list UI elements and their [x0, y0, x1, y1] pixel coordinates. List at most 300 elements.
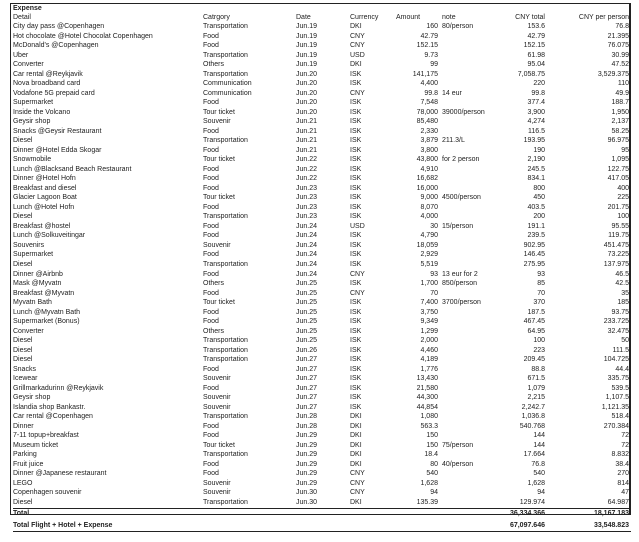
row-detail: Converter: [13, 61, 44, 69]
row-category: Communication: [203, 89, 252, 97]
row-date: Jun.20: [296, 108, 318, 116]
table-row: [13, 241, 629, 250]
row-amount: 3,750: [420, 308, 438, 316]
row-date: Jun.22: [296, 175, 318, 183]
row-date: Jun.28: [296, 422, 318, 430]
row-note: 850/person: [442, 280, 478, 288]
row-cny-per-person: 32.475: [607, 327, 629, 335]
row-amount: 18.4: [424, 451, 438, 459]
row-date: Jun.25: [296, 280, 318, 288]
row-currency: DKI: [350, 441, 362, 449]
row-detail: Snowmobile: [13, 156, 52, 164]
row-currency: ISK: [350, 175, 362, 183]
row-cny-total: 902.95: [523, 241, 545, 249]
row-date: Jun.19: [296, 32, 318, 40]
row-amount: 4,000: [420, 213, 438, 221]
row-date: Jun.27: [296, 365, 318, 373]
row-date: Jun.25: [296, 327, 318, 335]
row-category: Transportation: [203, 356, 248, 364]
row-category: Transportation: [203, 346, 248, 354]
row-date: Jun.27: [296, 384, 318, 392]
header-note: note: [442, 13, 456, 21]
row-detail: Nova broadband card: [13, 80, 81, 88]
row-currency: DKI: [350, 460, 362, 468]
row-detail: Breakfast and diesel: [13, 184, 77, 192]
row-date: Jun.23: [296, 213, 318, 221]
row-cny-per-person: 100: [617, 213, 629, 221]
header-cny-per-person: CNY per person: [578, 13, 629, 21]
row-date: Jun.20: [296, 70, 318, 78]
row-category: Food: [203, 99, 219, 107]
row-cny-per-person: 1,121.35: [601, 403, 629, 411]
table-row: [13, 336, 629, 345]
row-detail: Myvatn Bath: [13, 299, 52, 307]
row-currency: ISK: [350, 365, 362, 373]
row-detail: LEGO: [13, 479, 33, 487]
table-row: [13, 479, 629, 488]
row-amount: 8,070: [420, 203, 438, 211]
row-currency: ISK: [350, 251, 362, 259]
table-row: [13, 498, 629, 507]
row-category: Souvenir: [203, 241, 231, 249]
row-cny-total: 540: [533, 470, 545, 478]
row-date: Jun.23: [296, 184, 318, 192]
row-cny-total: 70: [537, 289, 545, 297]
grand-total-row: [13, 521, 631, 532]
row-date: Jun.29: [296, 432, 318, 440]
row-category: Food: [203, 222, 219, 230]
table-row: [13, 155, 629, 164]
row-amount: 1,299: [420, 327, 438, 335]
row-cny-total: 193.95: [523, 137, 545, 145]
row-cny-per-person: 122.75: [607, 165, 629, 173]
row-currency: ISK: [350, 261, 362, 268]
row-cny-per-person: 38.4: [615, 460, 629, 468]
row-currency: ISK: [350, 318, 362, 326]
table-row: [13, 231, 629, 240]
row-category: Food: [203, 42, 219, 50]
row-cny-total: 3,900: [527, 108, 545, 116]
row-date: Jun.24: [296, 251, 318, 259]
header-currency: Currency: [350, 13, 379, 21]
row-cny-per-person: 72: [621, 432, 629, 440]
table-row: [13, 203, 629, 212]
row-cny-total: 191.1: [527, 222, 545, 230]
row-date: Jun.25: [296, 318, 318, 326]
row-cny-per-person: 8.832: [611, 451, 629, 459]
table-row: [13, 298, 629, 307]
row-cny-total: 239.5: [527, 232, 545, 240]
row-cny-total: 450: [533, 194, 545, 202]
row-cny-per-person: 42.5: [615, 280, 629, 288]
row-category: Souvenir: [203, 394, 231, 402]
row-cny-total: 144: [533, 432, 545, 440]
row-cny-per-person: 400: [617, 184, 629, 192]
row-amount: 2,330: [420, 127, 438, 135]
row-category: Transportation: [203, 451, 248, 459]
row-cny-per-person: 50: [621, 337, 629, 345]
row-detail: Breakfast @hostel: [13, 222, 71, 230]
row-cny-total: 187.5: [527, 308, 545, 316]
row-cny-total: 129.974: [519, 499, 545, 506]
row-detail: Breakfast @Myvatn: [13, 289, 75, 297]
row-category: Food: [203, 308, 219, 316]
row-cny-per-person: 1,950: [611, 108, 629, 116]
table-row: [13, 108, 629, 117]
row-detail: Uber: [13, 51, 29, 59]
row-category: Food: [203, 384, 219, 392]
row-cny-per-person: 46.5: [615, 270, 629, 278]
row-amount: 3,879: [420, 137, 438, 145]
row-amount: 7,548: [420, 99, 438, 107]
row-note: 15/person: [442, 222, 474, 230]
table-row: [13, 136, 629, 145]
row-cny-per-person: 104.725: [603, 356, 629, 364]
row-currency: DKI: [350, 422, 362, 430]
row-cny-per-person: 201.75: [607, 203, 629, 211]
row-date: Jun.21: [296, 127, 318, 135]
row-currency: DKI: [350, 499, 362, 506]
row-note: for 2 person: [442, 156, 480, 164]
row-cny-per-person: 35: [621, 289, 629, 297]
row-currency: ISK: [350, 308, 362, 316]
row-detail: Parking: [13, 451, 37, 459]
table-row: [13, 422, 629, 431]
table-row: [13, 374, 629, 383]
row-date: Jun.29: [296, 441, 318, 449]
row-note: 75/person: [442, 441, 474, 449]
row-amount: 540: [426, 470, 438, 478]
row-category: Food: [203, 270, 219, 278]
table-row: [13, 146, 629, 155]
row-cny-per-person: 119.75: [608, 232, 629, 240]
row-detail: Supermarket: [13, 251, 54, 259]
row-cny-per-person: 73.225: [607, 251, 629, 259]
row-amount: 1,776: [420, 365, 438, 373]
row-cny-per-person: 335.75: [607, 375, 629, 383]
row-amount: 4,910: [420, 165, 438, 173]
row-amount: 93: [430, 270, 438, 278]
row-category: Souvenir: [203, 118, 231, 126]
row-currency: ISK: [350, 137, 362, 145]
table-row: [13, 98, 629, 107]
row-currency: ISK: [350, 241, 362, 249]
table-row: [13, 384, 629, 393]
row-category: Food: [203, 422, 219, 430]
row-currency: USD: [350, 51, 365, 59]
row-detail: 7-11 topup+breakfast: [13, 432, 79, 440]
row-date: Jun.27: [296, 394, 318, 402]
row-date: Jun.27: [296, 403, 318, 411]
row-date: Jun.24: [296, 270, 318, 278]
table-row: [13, 412, 629, 421]
row-category: Food: [203, 184, 219, 192]
table-row: [13, 32, 629, 41]
row-amount: 160: [426, 23, 438, 30]
row-amount: 150: [426, 441, 438, 449]
row-detail: Lunch @Solkuveitingar: [13, 232, 86, 240]
table-row: [13, 127, 629, 136]
row-amount: 13,430: [416, 375, 438, 383]
table-row: [13, 184, 629, 193]
row-cny-total: 403.5: [527, 203, 545, 211]
row-cny-per-person: 270.384: [603, 422, 629, 430]
row-amount: 85,480: [416, 118, 438, 126]
row-cny-total: 1,628: [527, 479, 545, 487]
row-category: Tour ticket: [203, 108, 235, 116]
row-currency: CNY: [350, 479, 365, 487]
row-cny-total: 116.5: [528, 127, 545, 135]
row-category: Tour ticket: [203, 194, 235, 202]
row-currency: CNY: [350, 489, 365, 497]
row-cny-per-person: 95.55: [611, 222, 629, 230]
table-row: [13, 346, 629, 355]
table-row: [13, 60, 629, 69]
row-currency: ISK: [350, 156, 362, 164]
row-cny-total: 2,190: [527, 156, 545, 164]
row-cny-total: 800: [533, 184, 545, 192]
row-detail: Lunch @Myvatn Bath: [13, 308, 81, 316]
row-detail: Geysir shop: [13, 118, 51, 126]
row-currency: ISK: [350, 127, 362, 135]
row-date: Jun.19: [296, 42, 318, 50]
row-date: Jun.22: [296, 165, 318, 173]
row-category: Souvenir: [203, 489, 231, 497]
row-currency: ISK: [350, 375, 362, 383]
row-cny-total: 93: [537, 270, 545, 278]
row-currency: ISK: [350, 184, 362, 192]
row-cny-total: 834.1: [527, 175, 545, 183]
row-detail: Lunch @Hotel Hofn: [13, 203, 75, 211]
header-detail: Detail: [13, 13, 31, 21]
row-detail: Diesel: [13, 356, 33, 364]
row-currency: ISK: [350, 403, 362, 411]
row-category: Food: [203, 232, 219, 240]
row-amount: 1,628: [420, 479, 438, 487]
row-cny-per-person: 44.4: [615, 365, 629, 373]
row-amount: 563.3: [420, 422, 438, 430]
row-date: Jun.27: [296, 356, 318, 364]
row-detail: Dinner: [13, 422, 34, 430]
row-amount: 16,000: [416, 184, 438, 192]
row-date: Jun.21: [296, 118, 318, 126]
grand-total-label: Total Flight + Hotel + Expense: [13, 522, 113, 529]
total-row: [13, 508, 629, 518]
row-currency: USD: [350, 222, 365, 230]
row-date: Jun.24: [296, 232, 318, 240]
row-detail: Car rental @Reykjavik: [13, 70, 83, 78]
row-cny-total: 4,274: [527, 118, 545, 126]
row-cny-total: 42.79: [527, 32, 545, 40]
row-date: Jun.30: [296, 499, 318, 506]
row-cny-total: 76.8: [531, 460, 545, 468]
row-category: Tour ticket: [203, 441, 235, 449]
row-category: Food: [203, 146, 219, 154]
grand-total-cny-total: 67,097.646: [509, 522, 545, 529]
row-detail: Dinner @Airbnb: [13, 270, 63, 278]
row-cny-total: 1,079: [527, 384, 545, 392]
row-amount: 94: [430, 489, 438, 497]
row-amount: 3,800: [420, 146, 438, 154]
row-cny-total: 88.8: [531, 365, 545, 373]
row-cny-total: 95.04: [527, 61, 545, 69]
table-row: [13, 212, 629, 221]
row-currency: ISK: [350, 194, 362, 202]
row-amount: 80: [430, 460, 438, 468]
row-currency: ISK: [350, 118, 362, 126]
row-amount: 9,000: [420, 194, 438, 202]
row-detail: Lunch @Blacksand Beach Restaurant: [13, 165, 132, 173]
table-row: [13, 403, 629, 412]
row-cny-total: 2,215: [527, 394, 545, 402]
row-category: Transportation: [203, 499, 248, 506]
row-cny-per-person: 64.987: [607, 499, 629, 506]
row-detail: Icewear: [13, 375, 38, 383]
row-cny-total: 275.95: [523, 261, 545, 268]
row-amount: 18,059: [416, 241, 438, 249]
row-currency: ISK: [350, 394, 362, 402]
row-detail: Copenhagen souvenir: [13, 489, 82, 497]
header-category: Catrgory: [203, 13, 230, 21]
row-detail: Geysir shop: [13, 394, 51, 402]
row-date: Jun.29: [296, 460, 318, 468]
row-category: Transportation: [203, 213, 248, 221]
row-cny-per-person: 3,529.375: [597, 70, 629, 78]
row-cny-per-person: 1,107.5: [605, 394, 629, 402]
row-date: Jun.19: [296, 51, 318, 59]
row-amount: 4,189: [420, 356, 438, 364]
row-amount: 1,080: [420, 413, 438, 421]
table-row: [13, 117, 629, 126]
row-category: Others: [203, 280, 225, 288]
row-category: Tour ticket: [203, 299, 235, 307]
row-cny-total: 64.95: [527, 327, 545, 335]
row-cny-per-person: 110: [617, 80, 629, 88]
row-cny-total: 2,242.7: [521, 403, 545, 411]
row-date: Jun.21: [296, 137, 318, 145]
row-detail: Museum ticket: [13, 441, 59, 449]
table-row: [13, 308, 629, 317]
row-cny-per-person: 2,137: [611, 118, 629, 126]
row-cny-total: 17.664: [523, 451, 545, 459]
row-category: Transportation: [203, 23, 248, 30]
row-cny-per-person: 188.7: [611, 99, 629, 107]
row-date: Jun.27: [296, 375, 318, 383]
row-detail: Fruit juice: [13, 460, 44, 468]
row-note: 39000/person: [442, 108, 485, 116]
row-category: Food: [203, 165, 219, 173]
row-currency: ISK: [350, 70, 362, 78]
row-detail: Car rental @Copenhagen: [13, 413, 93, 421]
row-date: Jun.25: [296, 299, 318, 307]
row-cny-per-person: 47: [621, 489, 629, 497]
header-date: Date: [296, 13, 311, 21]
row-category: Transportation: [203, 413, 248, 421]
row-currency: ISK: [350, 165, 362, 173]
row-note: 14 eur: [442, 89, 462, 97]
row-detail: Snacks: [13, 365, 36, 373]
row-date: Jun.20: [296, 99, 318, 107]
row-cny-per-person: 58.25: [611, 127, 629, 135]
row-currency: CNY: [350, 270, 365, 278]
row-cny-total: 85: [537, 280, 545, 288]
row-cny-total: 144: [533, 441, 545, 449]
row-amount: 2,929: [420, 251, 438, 259]
table-row: [13, 70, 629, 79]
row-cny-per-person: 137.975: [603, 261, 629, 268]
total-cny-total: 36,334.366: [509, 509, 545, 517]
row-detail: McDonald's @Copenhagen: [13, 42, 99, 50]
row-note: 211.3/L: [442, 137, 465, 145]
table-row: [13, 393, 629, 402]
row-date: Jun.29: [296, 451, 318, 459]
row-cny-per-person: 96.975: [607, 137, 629, 145]
row-date: Jun.24: [296, 222, 318, 230]
row-date: Jun.29: [296, 470, 318, 478]
row-cny-total: 200: [533, 213, 545, 221]
row-currency: ISK: [350, 280, 362, 288]
row-currency: DKI: [350, 413, 362, 421]
row-detail: Dinner @Hotel Hofn: [13, 175, 76, 183]
table-row: [13, 260, 629, 269]
row-detail: Islandia shop Bankastr.: [13, 403, 86, 411]
row-detail: Hot chocolate @Hotel Chocolat Copenhagen: [13, 32, 153, 40]
row-category: Communication: [203, 80, 252, 88]
row-detail: Diesel: [13, 346, 33, 354]
row-amount: 141,175: [412, 70, 438, 78]
table-row: [13, 450, 629, 459]
row-detail: Snacks @Geysir Restaurant: [13, 127, 102, 135]
row-cny-total: 1,036.8: [521, 413, 545, 421]
row-amount: 99.8: [424, 89, 438, 97]
row-date: Jun.19: [296, 23, 318, 30]
row-cny-per-person: 233.725: [603, 318, 629, 326]
row-date: Jun.22: [296, 156, 318, 164]
row-category: Souvenir: [203, 403, 231, 411]
row-cny-total: 540.768: [519, 422, 545, 430]
table-row: [13, 22, 629, 31]
row-note: 3700/person: [442, 299, 481, 307]
row-cny-total: 61.98: [527, 51, 545, 59]
row-currency: ISK: [350, 384, 362, 392]
total-label: Total: [13, 509, 30, 517]
row-date: Jun.23: [296, 203, 318, 211]
row-category: Souvenir: [203, 375, 231, 383]
row-detail: Dinner @Japanese restaurant: [13, 470, 107, 478]
row-cny-per-person: 270: [617, 470, 629, 478]
row-category: Food: [203, 432, 219, 440]
row-note: 40/person: [442, 460, 474, 468]
row-date: Jun.25: [296, 337, 318, 345]
row-category: Tour ticket: [203, 156, 235, 164]
row-detail: Mask @Myvatn: [13, 280, 62, 288]
row-note: 80/person: [442, 23, 474, 30]
row-cny-per-person: 814: [617, 479, 629, 487]
row-category: Food: [203, 251, 219, 259]
row-detail: Diesel: [13, 137, 33, 145]
row-cny-per-person: 72: [621, 441, 629, 449]
row-currency: ISK: [350, 108, 362, 116]
table-row: [13, 441, 629, 450]
row-amount: 1,700: [420, 280, 438, 288]
row-detail: Dinner @Hotel Edda Skogar: [13, 146, 102, 154]
row-currency: ISK: [350, 99, 362, 107]
row-currency: ISK: [350, 146, 362, 154]
row-amount: 2,000: [420, 337, 438, 345]
row-category: Food: [203, 470, 219, 478]
row-amount: 42.79: [420, 32, 438, 40]
table-row: [13, 469, 629, 478]
